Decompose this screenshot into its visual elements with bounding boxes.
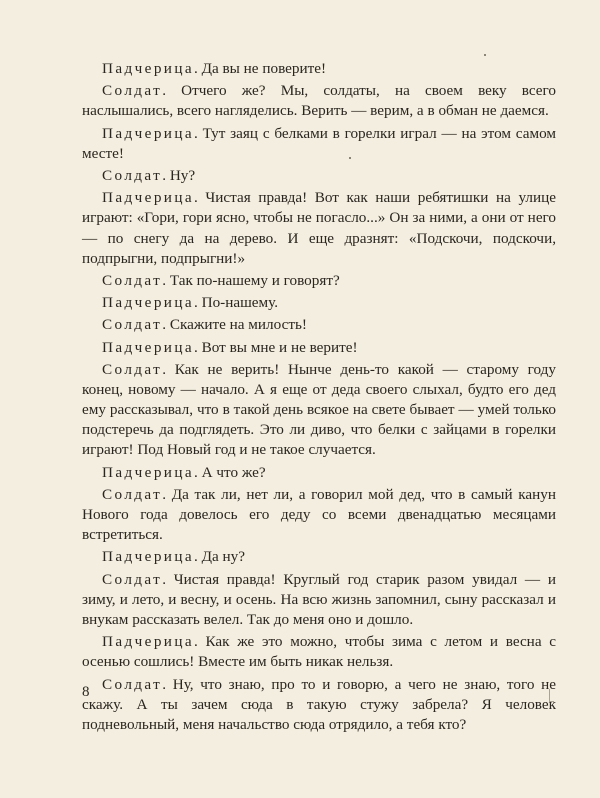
dialogue-line xyxy=(82,463,556,483)
dialogue-line xyxy=(82,315,556,335)
line-text: . Чистая правда! Круглый год старик разом увидал — и зиму, и лето, и весну, и осень. На всю жизнь запомнил, сыну рассказал и внукам рассказать велел. Так до меня оно и дошло. xyxy=(82,570,556,628)
line-text: . Как не верить! Нынче день-то какой — старому году конец, новому — начало. А я еще от деда своего слыхал, будто его дед ему рассказывал, что в такой день всякое на свете бывает — умей только подстеречь да подглядеть. Это ли диво, что белки с зайцами в горелки играют! Под Новый год и не такое случается. xyxy=(82,361,556,459)
line-text: . Как же это можно, чтобы зима с летом и весна с осенью сошлись! Вместе им быть никак нельзя. xyxy=(82,633,556,671)
line-text: . Ну, что знаю, про то и говорю, а чего не знаю, того не скажу. А ты зачем сюда в такую стужу забрела? Я человек подневольный, меня начальство сюда отрядило, а тебя кто? xyxy=(82,675,556,733)
dialogue-line xyxy=(82,485,556,545)
line-text: . Тут заяц с белками в горелки играл — на этом самом месте! xyxy=(82,124,556,162)
page-number: 8 xyxy=(82,684,90,700)
speaker-name: Падчерица xyxy=(102,548,195,566)
dialogue-line xyxy=(82,338,556,358)
dialogue-line xyxy=(82,271,556,291)
line-text: . Так по-нашему и говорят? xyxy=(162,271,340,289)
dialogue-line xyxy=(82,293,556,313)
speaker-name: Падчерица xyxy=(102,124,195,142)
speaker-name: Солдат xyxy=(102,271,163,289)
print-speck xyxy=(484,54,486,56)
dialogue-line xyxy=(82,166,556,186)
dialogue-line xyxy=(82,547,556,567)
dialogue-line xyxy=(82,570,556,630)
dialogue-line xyxy=(82,59,556,79)
speaker-name: Солдат xyxy=(102,361,163,378)
speaker-name: Падчерица xyxy=(102,633,195,651)
speaker-name: Падчерица xyxy=(102,294,195,312)
speaker-name: Солдат xyxy=(102,570,163,588)
dialogue-line xyxy=(82,675,556,735)
line-text: . Отчего же? Мы, солдаты, на своем веку всего наслышались, всего нагляделись. Верить — верим, а в обман не даемся. xyxy=(82,82,556,120)
speaker-name: Солдат xyxy=(102,675,163,693)
speaker-name: Падчерица xyxy=(102,60,195,77)
line-text: . А что же? xyxy=(194,463,266,481)
line-text: . Вот вы мне и не верите! xyxy=(194,338,358,356)
speaker-name: Падчерица xyxy=(102,338,195,356)
dialogue-line xyxy=(82,124,556,164)
line-text: . Ну? xyxy=(162,167,196,185)
line-text: . По-нашему. xyxy=(194,294,279,312)
speaker-name: Падчерица xyxy=(102,189,195,207)
dialogue-line xyxy=(82,632,556,672)
speaker-name: Солдат xyxy=(102,316,163,334)
line-text: . Чистая правда! Вот как наши ребятишки на улице играют: «Гори, гори ясно, чтобы не погасло...» Он за ними, а они от него — по снегу да на дерево. И еще дразнят: «Подскочи, подскочи, подпрыгни, подпрыгни!» xyxy=(82,189,556,267)
line-text: . Да вы не поверите! xyxy=(194,60,327,77)
line-text: . Да так ли, нет ли, а говорил мой дед, что в самый канун Нового года довелось его деду со всеми двенадцатью месяцами встретиться. xyxy=(82,485,556,544)
speaker-name: Солдат xyxy=(102,82,163,100)
speaker-name: Солдат xyxy=(102,167,163,185)
line-text: . Скажите на милость! xyxy=(162,316,307,334)
dialogue-line xyxy=(82,188,556,268)
speaker-name: Солдат xyxy=(102,485,163,503)
line-text: . Да ну? xyxy=(194,548,245,566)
dialogue-text xyxy=(82,59,556,735)
margin-mark xyxy=(549,689,554,702)
dialogue-line xyxy=(82,360,556,460)
dialogue-line xyxy=(82,81,556,121)
speaker-name: Падчерица xyxy=(102,463,195,481)
